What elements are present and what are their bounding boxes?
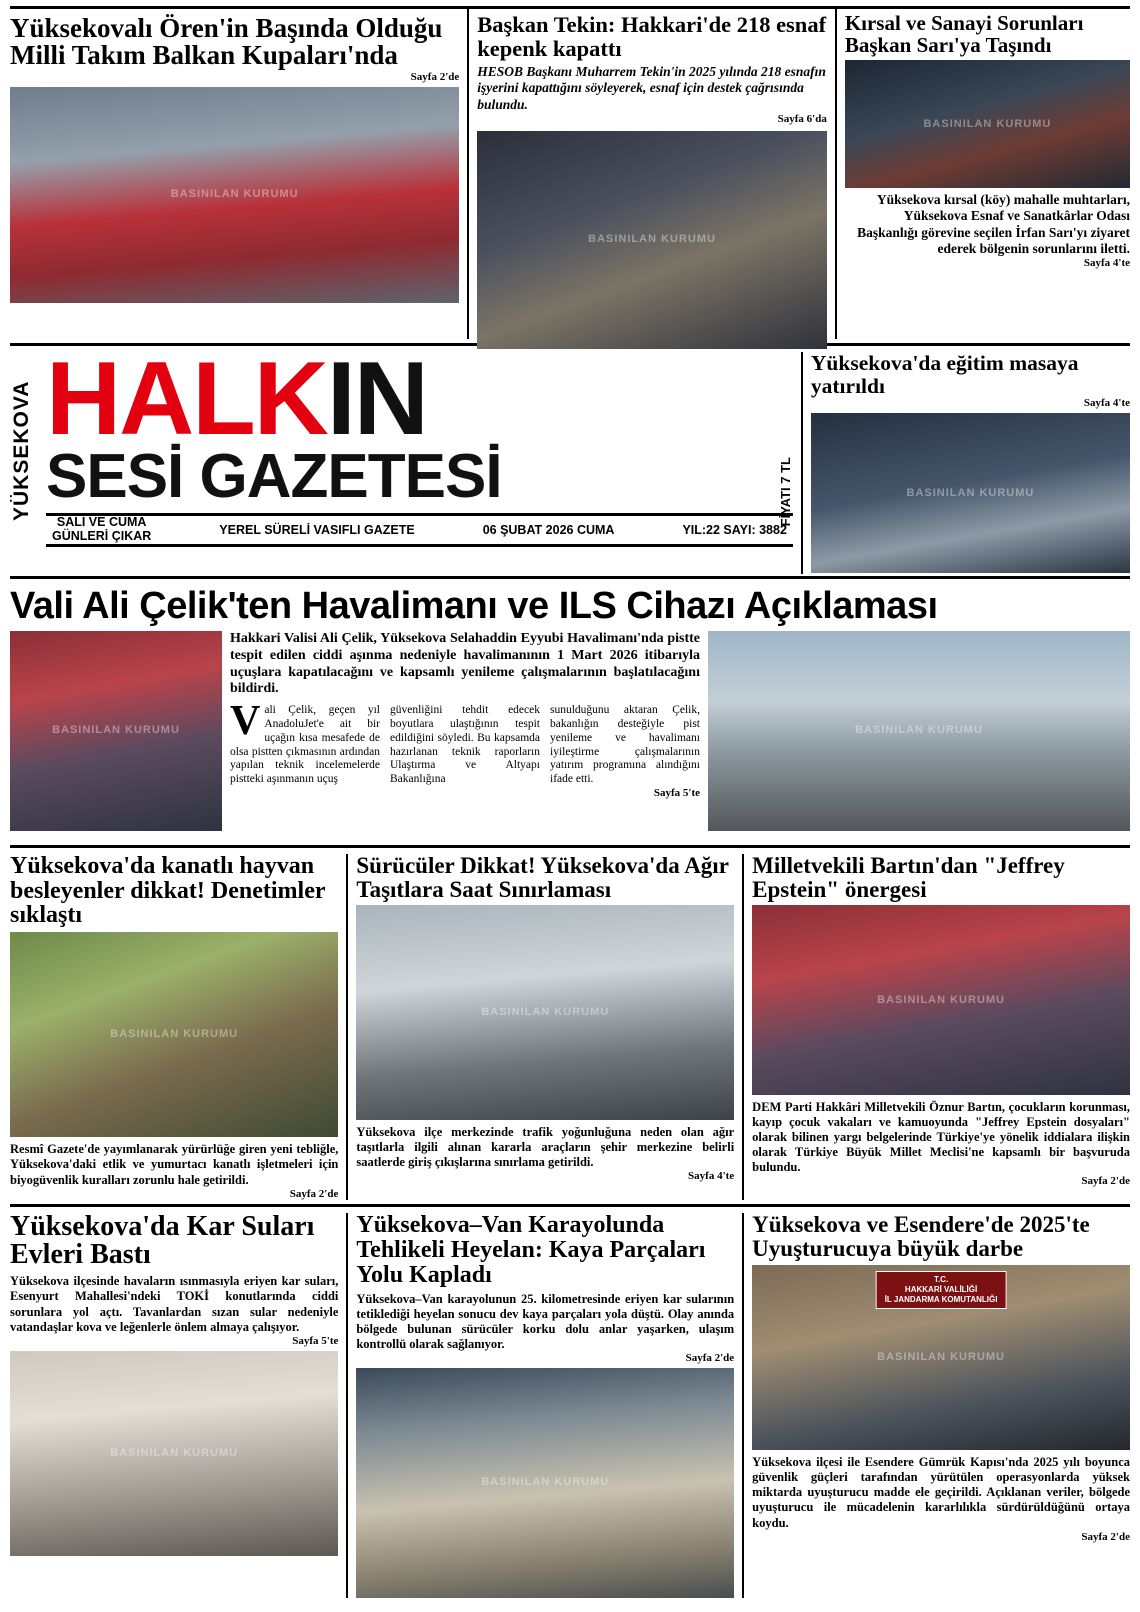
mid-story-3-text: DEM Parti Hakkâri Milletvekili Öznur Bartın, çocukların korunması, kayıp çocuk vakaları ve kamuoyunda "Jeffrey Epstein dosyaları" olarak bilinen yargı belgelerinde Türkiye'ye yönelik iddialara ilişkin olarak Türkiye Büyük Millet Meclisi'ne kapsamlı bir başvuruda bulundu. xyxy=(752,1100,1130,1175)
mid-story-1-headline: Yüksekova'da kanatlı hayvan besleyenler dikkat! Denetimler sıklaştı xyxy=(10,853,326,929)
jandarma-banner-line1: T.C. xyxy=(933,1274,949,1284)
top-story-a-photo xyxy=(10,87,459,303)
lead-top-rule xyxy=(10,576,1130,579)
bottom-story-3[interactable] xyxy=(752,1213,1130,1598)
bottom-story-3-page-ref: Sayfa 2'de xyxy=(1081,1530,1130,1543)
mid-story-1-photo xyxy=(10,932,338,1137)
bottom-story-1-headline: Yüksekova'da Kar Suları Evleri Bastı xyxy=(10,1210,315,1271)
bottom-top-rule xyxy=(10,1204,1130,1207)
mid-story-2[interactable] xyxy=(356,854,734,1200)
divider-vertical xyxy=(346,854,348,1200)
mid-story-2-text: Yüksekova ilçe merkezinde trafik yoğunluğuna neden olan ağır taşıtlarla ilgili alınan kararla araçların şehir merkezine belirli saatlerde giriş çıkışlarına sınırlama getirildi. xyxy=(356,1125,735,1170)
bottom-story-2-text: Yüksekova–Van karayolunun 25. kilometresinde eriyen kar sularının tetiklediği heyelan sonucu dev kaya parçaları yola düştü. Olay anında bölgede bulunan sürücüler korku dolu anlar yaşarken, ulaşım kontrollü olarak sağlanıyor. xyxy=(356,1291,735,1351)
bottom-story-1-page-ref: Sayfa 5'te xyxy=(292,1335,339,1347)
top-story-b-page-ref: Sayfa 6'da xyxy=(777,112,827,125)
lead-story[interactable] xyxy=(10,587,1130,841)
lead-dropcap: V xyxy=(230,698,261,745)
top-story-d-photo xyxy=(811,413,1130,573)
bottom-story-2-headline: Yüksekova–Van Karayolunda Tehlikeli Heyelan: Kaya Parçaları Yolu Kapladı xyxy=(356,1211,706,1288)
bottom-story-3-photo xyxy=(752,1265,1130,1450)
lead-page-ref: Sayfa 5'te xyxy=(653,786,700,799)
masthead-issue: YIL:22 SAYI: 3882 xyxy=(682,522,787,537)
top-story-a[interactable] xyxy=(10,9,459,339)
lead-intro: Hakkari Valisi Ali Çelik, Yüksekova Selahaddin Eyyubi Havalimanı'nda pistte tespit edilen ciddi aşınma nedeniyle havalimanının 1 Mart 2026 itibarıyla uçuşlara kapatılacağını ve kapsamlı yenileme çalışmalarının başlatılacağını bildirdi. xyxy=(230,631,700,697)
photo-watermark: BASINILAN KURUMU xyxy=(481,1006,610,1019)
divider-vertical xyxy=(346,1213,348,1598)
divider-vertical xyxy=(467,9,469,339)
mid-story-2-photo xyxy=(356,905,734,1120)
lead-body xyxy=(10,631,1130,841)
masthead-date: 06 ŞUBAT 2026 CUMA xyxy=(482,522,615,537)
photo-watermark: BASINILAN KURUMU xyxy=(877,993,1005,1006)
lead-column-2: güvenliğini tehdit edecek boyutlara ulaştığının tespit edildiğini söyledi. Bu kapsamda hazırlanan teknik raporların Ulaştırma ve Altyapı Bakanlığına xyxy=(390,704,540,786)
bottom-stories xyxy=(10,1210,1130,1598)
divider-vertical xyxy=(742,1213,744,1598)
jandarma-banner-line2: HAKKARİ VALİLİĞİ xyxy=(904,1284,978,1294)
mid-story-3-page-ref: Sayfa 2'de xyxy=(1081,1175,1130,1188)
mid-top-rule xyxy=(10,845,1130,848)
top-story-b-summary: HESOB Başkanı Muharrem Tekin'in 2025 yılında 218 esnafın işyerini kapattığını söyleyerek, esnaf için destek çağrısında bulundu. xyxy=(477,64,826,112)
mid-story-2-page-ref: Sayfa 4'te xyxy=(688,1170,735,1183)
photo-watermark: BASINILAN KURUMU xyxy=(588,233,716,246)
photo-watermark: BASINILAN KURUMU xyxy=(52,724,180,737)
masthead-title-black: IN xyxy=(326,341,427,457)
top-story-b[interactable] xyxy=(477,9,827,339)
masthead-days-line1: SALI VE CUMA xyxy=(56,514,147,529)
top-story-c[interactable] xyxy=(845,9,1130,339)
mid-stories xyxy=(10,854,1130,1200)
top-story-c-page-ref: Sayfa 4'te xyxy=(1083,257,1130,269)
top-story-c-headline: Kırsal ve Sanayi Sorunları Başkan Sarı'ya Taşındı xyxy=(844,11,1084,57)
top-story-a-page-ref: Sayfa 2'de xyxy=(410,71,460,83)
masthead-subtitle: SESİ GAZETESİ xyxy=(46,441,502,511)
photo-watermark: BASINILAN KURUMU xyxy=(906,486,1035,499)
lead-photo-right xyxy=(708,631,1130,831)
masthead-days-line2: GÜNLERİ ÇIKAR xyxy=(52,528,152,543)
divider-vertical xyxy=(835,9,837,339)
lead-columns xyxy=(230,698,700,800)
masthead-paper-type: YEREL SÜRELİ VASIFLI GAZETE xyxy=(219,522,415,537)
lead-column-3 xyxy=(550,704,700,800)
masthead-title-red: HALK xyxy=(46,341,327,457)
bottom-story-2-photo xyxy=(356,1368,734,1598)
lead-text-block xyxy=(230,631,700,841)
photo-watermark: BASINILAN KURUMU xyxy=(110,1028,239,1041)
bottom-story-2-page-ref: Sayfa 2'de xyxy=(685,1351,735,1364)
bottom-story-3-text: Yüksekova ilçesi ile Esendere Gümrük Kapısı'nda 2025 yılı boyunca güvenlik güçleri tarafından yürütülen operasyonlarda yüksek miktarda uyuşturucu madde ele geçirildi. Açıklanan veriler, bölgede uyuşturucu ile mücadelenin kararlılıkla sürdürüldüğünü ortaya koydu. xyxy=(752,1454,1130,1530)
jandarma-banner xyxy=(876,1271,1007,1309)
mid-story-1[interactable] xyxy=(10,854,338,1200)
top-story-b-headline: Başkan Tekin: Hakkari'de 218 esnaf kepenk kapattı xyxy=(477,12,827,61)
photo-watermark: BASINILAN KURUMU xyxy=(923,117,1052,130)
bottom-story-3-headline: Yüksekova ve Esendere'de 2025'te Uyuşturucuya büyük darbe xyxy=(752,1211,1090,1261)
divider-vertical xyxy=(742,854,744,1200)
masthead-vertical-label: YÜKSEKOVA xyxy=(10,380,33,522)
mid-story-3-photo xyxy=(752,905,1130,1095)
top-stories-strip xyxy=(10,9,1130,339)
mid-story-3-headline: Milletvekili Bartın'dan "Jeffrey Epstein" önergesi xyxy=(752,853,1065,902)
top-story-c-text: Yüksekova kırsal (köy) mahalle muhtarları, Yüksekova Esnaf ve Sanatkârlar Odası Başkanlığı görevine seçilen İrfan Sarı'yı ziyaret ederek bölgenin sorunlarını iletti. xyxy=(857,192,1130,256)
top-story-d[interactable] xyxy=(811,352,1130,574)
bottom-story-1[interactable] xyxy=(10,1210,339,1598)
lead-column-3-text: sunulduğunu aktaran Çelik, bakanlığın desteğiyle pist yenileme ve havalimanı iyileştirme çalışmalarının yatırım programına alındığını ifade etti. xyxy=(550,704,700,786)
masthead xyxy=(10,341,1130,574)
masthead-info-bar xyxy=(46,513,793,547)
lead-headline: Vali Ali Çelik'ten Havalimanı ve ILS Cihazı Açıklaması xyxy=(10,585,938,627)
mid-story-3[interactable] xyxy=(752,854,1130,1200)
lead-column-1-text: ali Çelik, geçen yıl AnadoluJet'e ait bir uçağın kısa mesafede de olsa pistten çıkmasının ardından yapılan teknik incelemelerde pistteki aşınmanın uçuş xyxy=(230,704,380,786)
bottom-story-1-text: Yüksekova ilçesinde havaların ısınmasıyla eriyen kar suları, Esenyurt Mahallesi'ndeki TOKİ konutlarında ciddi sorunlara yol açtı. Tavanlardan sızan sular nedeniyle vatandaşlar kova ve leğenlerle önlem almaya çalışıyor. xyxy=(10,1274,339,1334)
top-story-b-photo xyxy=(477,131,827,349)
masthead-price: FİYATI 7 TL xyxy=(777,456,793,526)
top-story-d-page-ref: Sayfa 4'te xyxy=(1083,397,1130,410)
top-story-c-photo xyxy=(845,60,1130,188)
masthead-publish-days xyxy=(52,516,151,544)
photo-watermark: BASINILAN KURUMU xyxy=(110,1446,239,1459)
photo-watermark: BASINILAN KURUMU xyxy=(481,1476,610,1489)
jandarma-banner-line3: İL JANDARMA KOMUTANLIĞI xyxy=(884,1294,998,1304)
mid-story-1-page-ref: Sayfa 2'de xyxy=(289,1187,339,1200)
mid-story-1-text: Resmî Gazete'de yayımlanarak yürürlüğe giren yeni tebliğle, Yüksekova'daki etlik ve yumurtacı kanatlı işletmeleri için biyogüvenlik kuralları zorunlu hale getirildi. xyxy=(10,1142,339,1187)
masthead-title xyxy=(46,341,793,457)
lead-photo-left xyxy=(10,631,222,831)
masthead-left xyxy=(10,341,793,574)
mid-story-2-headline: Sürücüler Dikkat! Yüksekova'da Ağır Taşıtlara Saat Sınırlaması xyxy=(356,853,729,902)
top-story-a-headline: Yüksekovalı Ören'in Başında Olduğu Milli Takım Balkan Kupaları'nda xyxy=(10,13,443,70)
photo-watermark: BASINILAN KURUMU xyxy=(170,188,299,201)
bottom-story-2[interactable] xyxy=(356,1213,734,1598)
lead-column-1 xyxy=(230,698,380,800)
photo-watermark: BASINILAN KURUMU xyxy=(855,724,983,737)
top-story-d-headline: Yüksekova'da eğitim masaya yatırıldı xyxy=(810,351,1079,398)
divider-vertical xyxy=(801,352,803,574)
photo-watermark: BASINILAN KURUMU xyxy=(877,1350,1005,1363)
bottom-story-1-photo xyxy=(10,1351,338,1556)
